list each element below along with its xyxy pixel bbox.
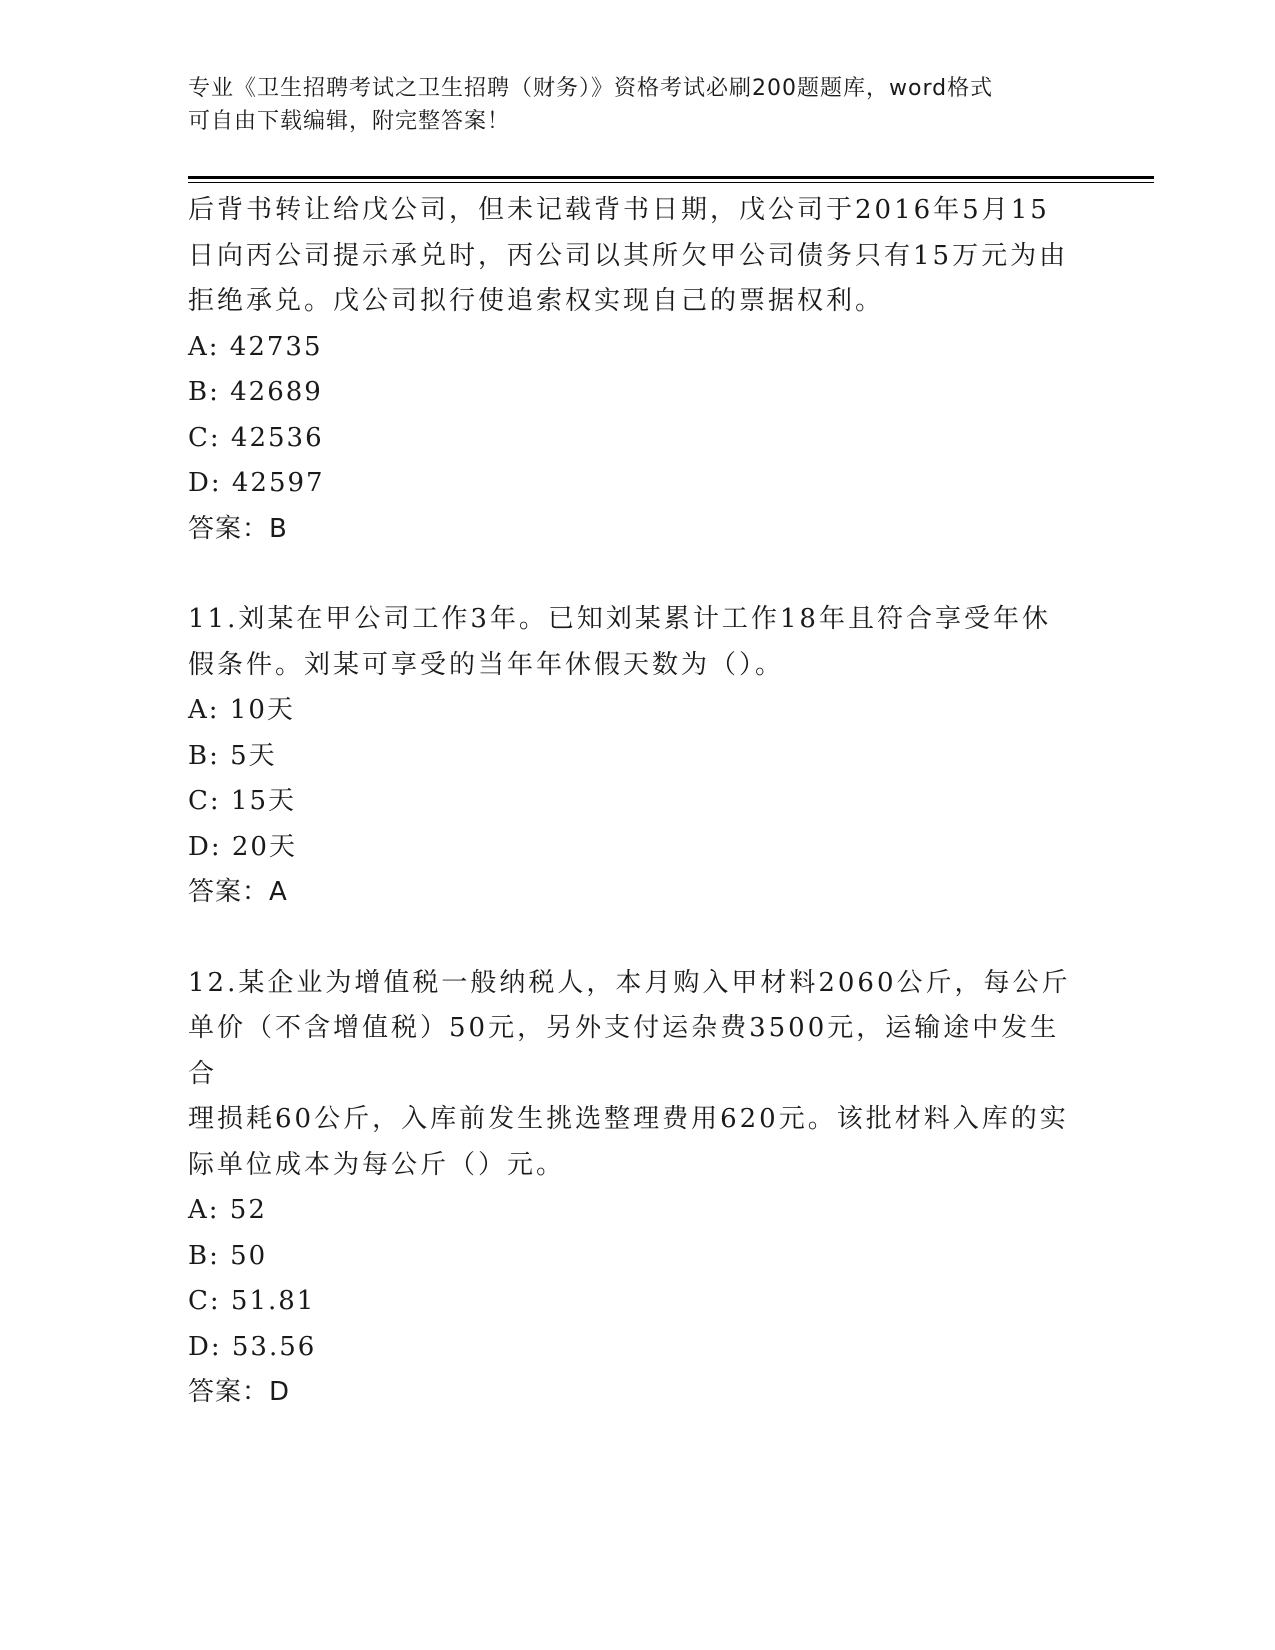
document-body xyxy=(188,188,1088,1416)
question-line: 拒绝承兑。戊公司拟行使追索权实现自己的票据权利。 xyxy=(188,286,885,316)
answer-line: 答案：A xyxy=(188,877,288,907)
question-text xyxy=(188,188,1088,325)
question-line: 际单位成本为每公斤（）元。 xyxy=(188,1149,566,1180)
header-line-1: 专业《卫生招聘考试之卫生招聘（财务）》资格考试必刷200题题库，word格式 xyxy=(188,76,994,101)
question-line: 理损耗60公斤，入库前发生挑选整理费用620元。该批材料入库的实 xyxy=(188,1104,1069,1134)
question-text xyxy=(188,597,1088,688)
question-line: 12.某企业为增值税一般纳税人，本月购入甲材料2060公斤，每公斤 xyxy=(188,967,1071,998)
question-line: 单价（不含增值税）50元，另外支付运杂费3500元，运输途中发生合 xyxy=(188,1013,1060,1089)
header-divider-thin xyxy=(188,182,1154,183)
option-d: D: 20天 xyxy=(188,831,297,862)
question-block-12 xyxy=(188,961,1088,1416)
option-d: D: 53.56 xyxy=(188,1331,317,1362)
question-line: 后背书转让给戊公司，但未记载背书日期，戊公司于2016年5月15 xyxy=(188,195,1050,225)
header-line-2: 可自由下载编辑，附完整答案！ xyxy=(188,109,511,134)
question-block-continued xyxy=(188,188,1088,552)
option-b: B: 5天 xyxy=(188,740,277,771)
document-header xyxy=(188,72,1088,138)
option-a: A: 52 xyxy=(188,1195,267,1225)
option-c: C: 15天 xyxy=(188,786,297,816)
option-a: A: 10天 xyxy=(188,695,295,725)
header-divider-thick xyxy=(188,176,1154,179)
question-text xyxy=(188,961,1088,1189)
option-a: A: 42735 xyxy=(188,331,323,362)
option-b: B: 50 xyxy=(188,1240,268,1271)
option-d: D: 42597 xyxy=(188,468,325,498)
answer-line: 答案：B xyxy=(188,513,288,544)
question-line: 假条件。刘某可享受的当年年休假天数为（）。 xyxy=(188,649,785,680)
spacer xyxy=(188,552,1088,597)
question-block-11 xyxy=(188,597,1088,916)
answer-line: 答案：D xyxy=(188,1377,291,1407)
question-line: 11.刘某在甲公司工作3年。已知刘某累计工作18年且符合享受年休 xyxy=(188,604,1051,634)
option-b: B: 42689 xyxy=(188,377,323,407)
option-c: C: 51.81 xyxy=(188,1286,316,1316)
option-c: C: 42536 xyxy=(188,422,324,453)
question-line: 日向丙公司提示承兑时，丙公司以其所欠甲公司债务只有15万元为由 xyxy=(188,240,1069,271)
spacer xyxy=(188,916,1088,961)
